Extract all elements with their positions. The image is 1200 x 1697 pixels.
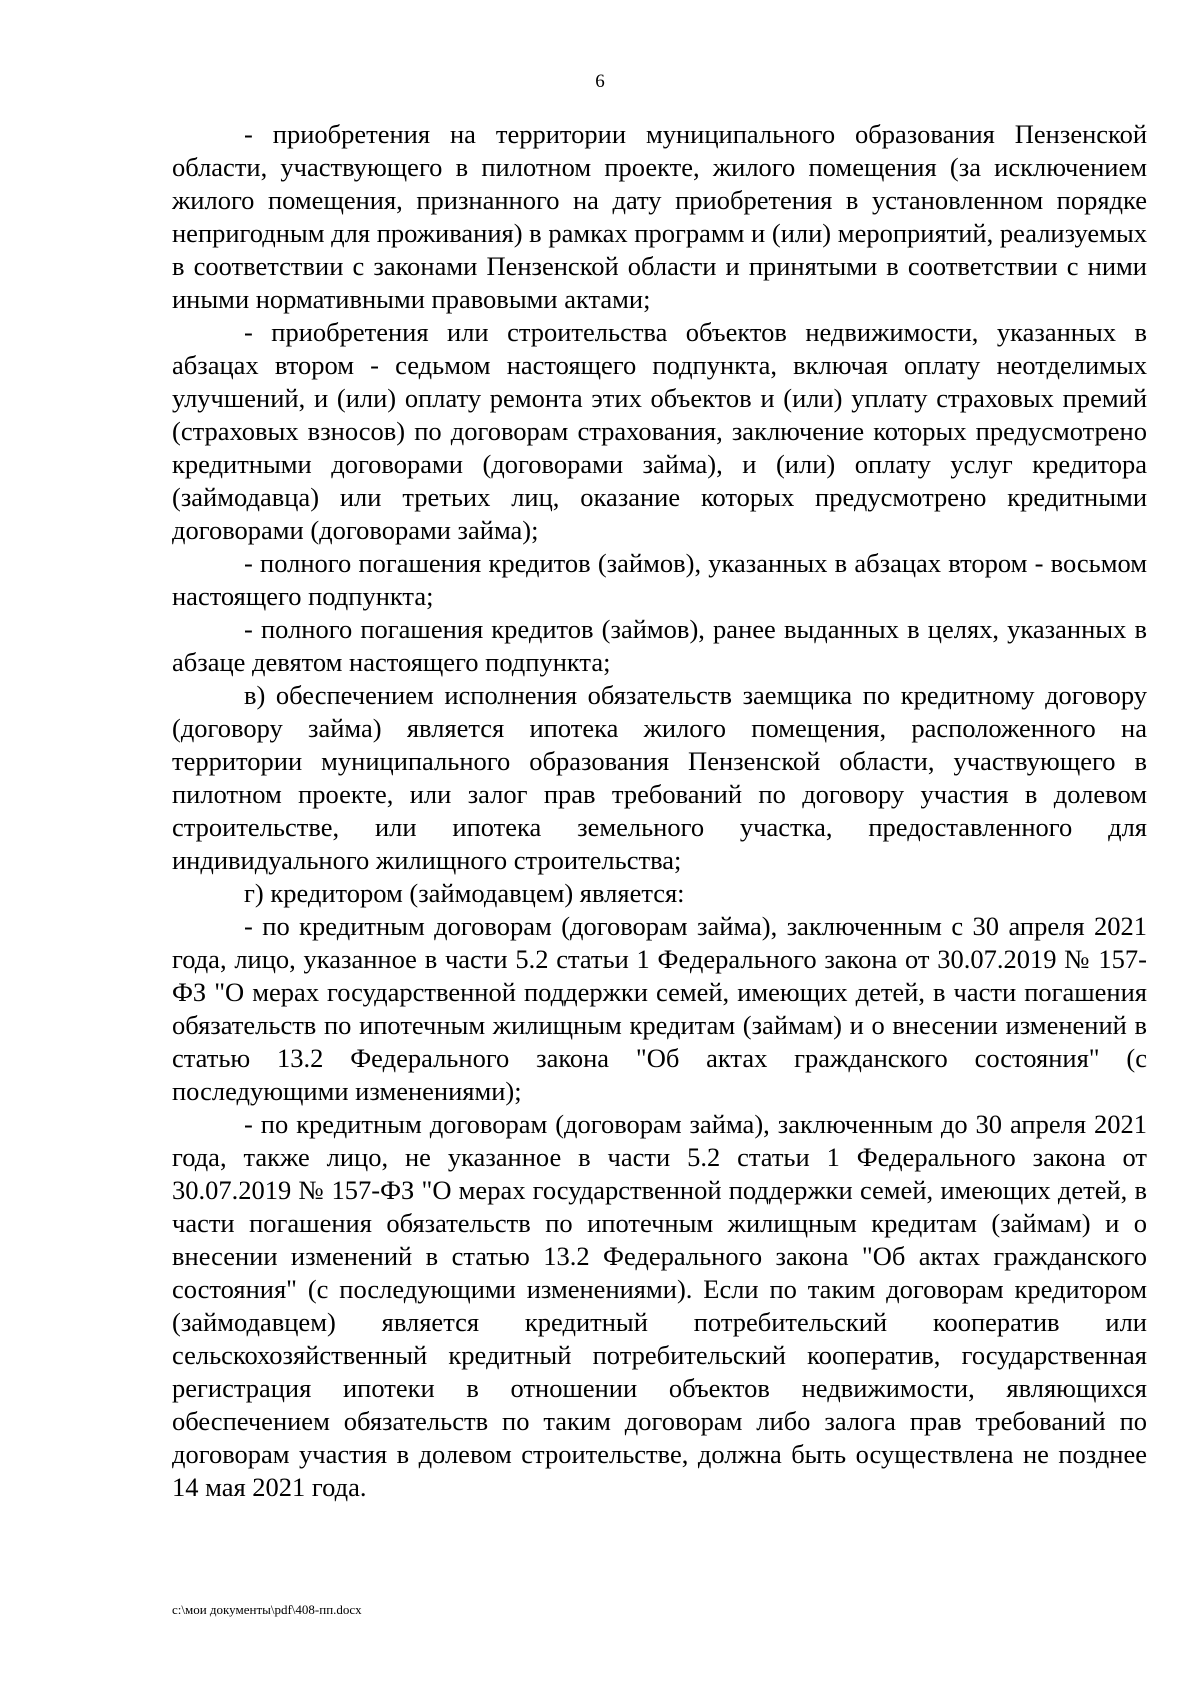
paragraph: - приобретения или строительства объектов недвижимости, указанных в абзацах втором - седьмом настоящего подпункта, включая оплату неотделимых улучшений, и (или) оплату ремонта этих объектов и (или) уплату страховых премий (страховых взносов) по договорам страхования, заключение которых предусмотрено кредитными договорами (договорами займа), и (или) оплату услуг кредитора (займодавца) или третьих лиц, оказание которых предусмотрено кредитными договорами (договорами займа); (172, 317, 1147, 545)
page-number: 6 (595, 71, 605, 92)
footer-file-path: c:\мои документы\pdf\408-пп.docx (172, 1602, 362, 1617)
paragraph: - по кредитным договорам (договорам займа), заключенным до 30 апреля 2021 года, также лицо, не указанное в части 5.2 статьи 1 Федерального закона от 30.07.2019 № 157-ФЗ "О мерах государственной поддержки семей, имеющих детей, в части погашения обязательств по ипотечным жилищным кредитам (займам) и о внесении изменений в статью 13.2 Федерального закона "Об актах гражданского состояния" (с последующими изменениями). Если по таким договорам кредитором (займодавцем) является кредитный потребительский кооператив или сельскохозяйственный кредитный потребительский кооператив, государственная регистрация ипотеки в отношении объектов недвижимости, являющихся обеспечением обязательств по таким договорам либо залога прав требований по договорам участия в долевом строительстве, должна быть осуществлена не позднее 14 мая 2021 года. (172, 1109, 1147, 1502)
paragraph: - полного погашения кредитов (займов), ранее выданных в целях, указанных в абзаце девятом настоящего подпункта; (172, 614, 1147, 677)
paragraph: - приобретения на территории муниципального образования Пензенской области, участвующего в пилотном проекте, жилого помещения (за исключением жилого помещения, признанного на дату приобретения в установленном порядке непригодным для проживания) в рамках программ и (или) мероприятий, реализуемых в соответствии с законами Пензенской области и принятыми в соответствии с ними иными нормативными правовыми актами; (172, 119, 1147, 314)
paragraph: - полного погашения кредитов (займов), указанных в абзацах втором - восьмом настоящего подпункта; (172, 548, 1147, 611)
paragraph: - по кредитным договорам (договорам займа), заключенным с 30 апреля 2021 года, лицо, указанное в части 5.2 статьи 1 Федерального закона от 30.07.2019 № 157-ФЗ "О мерах государственной поддержки семей, имеющих детей, в части погашения обязательств по ипотечным жилищным кредитам (займам) и о внесении изменений в статью 13.2 Федерального закона "Об актах гражданского состояния" (с последующими изменениями); (172, 911, 1147, 1106)
document-body (172, 118, 1147, 1504)
paragraph: г) кредитором (займодавцем) является: (244, 878, 685, 908)
paragraph: в) обеспечением исполнения обязательств заемщика по кредитному договору (договору займа) является ипотека жилого помещения, расположенного на территории муниципального образования Пензенской области, участвующего в пилотном проекте, или залог прав требований по договору участия в долевом строительстве, или ипотека земельного участка, предоставленного для индивидуального жилищного строительства; (172, 680, 1147, 875)
